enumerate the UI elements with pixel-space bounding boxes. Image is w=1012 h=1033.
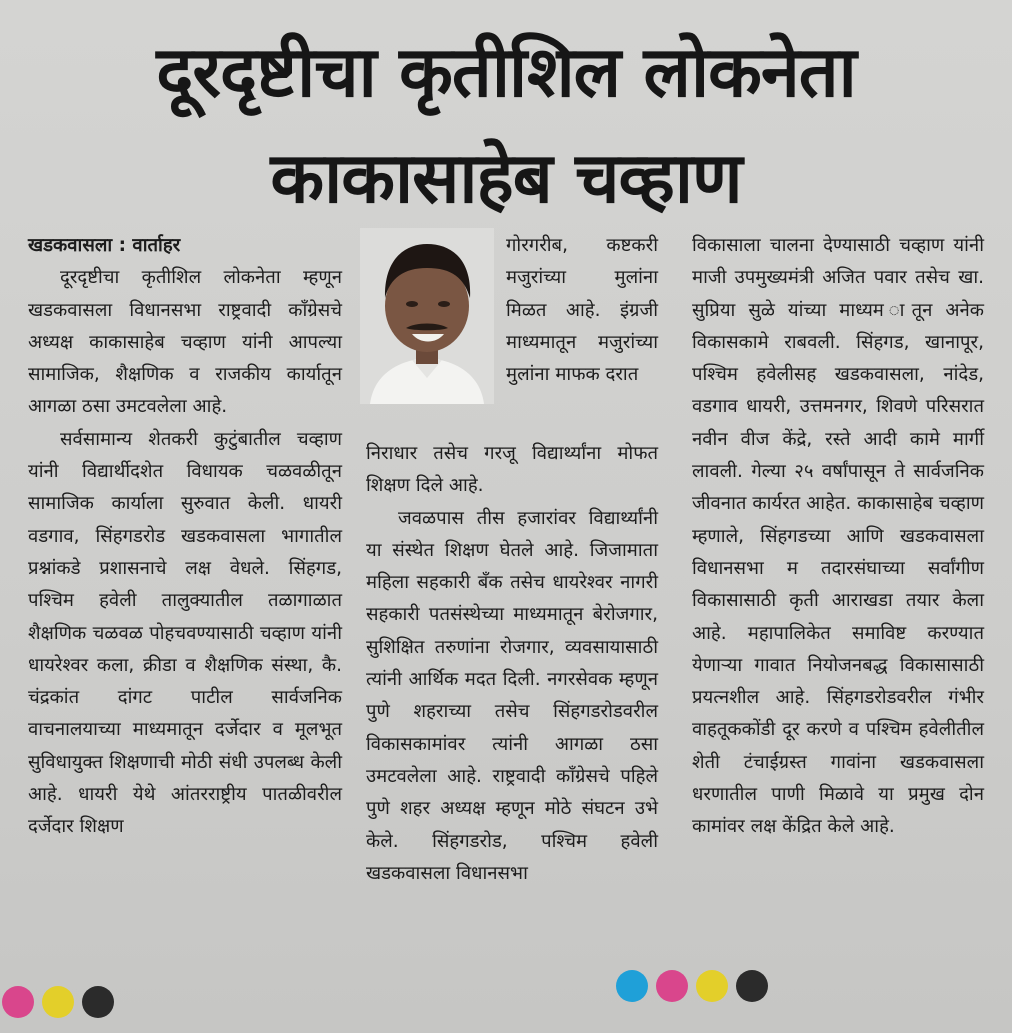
registration-dot	[82, 986, 114, 1018]
registration-dot	[696, 970, 728, 1002]
article-column-2	[366, 438, 658, 890]
paragraph: सर्वसामान्य शेतकरी कुटुंबातील चव्हाण यांनी विद्यार्थीदशेत विधायक चळवळीतून सामाजिक कार्याला सुरुवात केली. धायरी वडगाव, सिंहगडरोड खडकवासला भागातील प्रश्नांकडे प्रशासनाचे लक्ष वेधले. सिंहगड, पश्चिम हवेली तालुक्यातील तळागाळात शैक्षणिक चळवळ पोहचवण्यासाठी चव्हाण यांनी धायरेश्वर कला, क्रीडा व शैक्षणिक संस्था, कै. चंद्रकांत दांगट पाटील सार्वजनिक वाचनालयाच्या माध्यमातून दर्जेदार व मूलभूत सुविधायुक्त शिक्षणाची मोठी संधी उपलब्ध केली आहे. धायरी येथे आंतरराष्ट्रीय पातळीवरील दर्जेदार शिक्षण	[28, 428, 342, 838]
registration-dot	[656, 970, 688, 1002]
person-portrait-icon	[360, 228, 494, 404]
paragraph: निराधार तसेच गरजू विद्यार्थ्यांना मोफत शिक्षण दिले आहे.	[366, 443, 658, 497]
article-column-1	[28, 230, 342, 844]
portrait-drawing	[360, 228, 494, 404]
registration-marks-left	[2, 986, 114, 1018]
paragraph: गोरगरीब, कष्टकरी मजुरांच्या मुलांना मिळत आहे. इंग्रजी माध्यमातून मजुरांच्या मुलांना माफक दरात	[506, 235, 658, 386]
registration-marks-right	[616, 970, 768, 1002]
registration-dot	[42, 986, 74, 1018]
headline-line-2: काकासाहेब चव्हाण	[270, 137, 742, 219]
article-column-3	[692, 230, 984, 844]
byline: खडकवासला : वार्ताहर	[28, 235, 181, 256]
registration-dot	[736, 970, 768, 1002]
paragraph: दूरदृष्टीचा कृतीशिल लोकनेता म्हणून खडकवासला विधानसभा राष्ट्रवादी काँग्रेसचे अध्यक्ष काकासाहेब चव्हाण यांनी आपल्या सामाजिक, शैक्षणिक व राजकीय कार्यातून आगळा ठसा उमटवलेला आहे.	[28, 267, 342, 418]
article-column-2-top	[506, 230, 658, 391]
paragraph: विकासाला चालना देण्यासाठी चव्हाण यांनी माजी उपमुख्यमंत्री अजित पवार तसेच खा. सुप्रिया सुळे यांच्या माध्यम ातून अनेक विकासकामे राबवली. सिंहगड, खानापूर, पश्चिम हवेलीसह खडकवासला, नांदेड, वडगाव धायरी, उत्तमनगर, शिवणे परिसरात नवीन वीज केंद्रे, रस्ते आदी कामे मार्गी लावली. गेल्या २५ वर्षांपासून ते सार्वजनिक जीवनात कार्यरत आहेत. काकासाहेब चव्हाण म्हणाले, सिंहगडच्या आणि खडकवासला विधानसभा म तदारसंघाच्या सर्वांगीण विकासासाठी कृती आराखडा तयार केला आहे. महापालिकेत समाविष्ट करण्यात येणाऱ्या गावात नियोजनबद्ध विकासासाठी प्रयत्नशील आहे. सिंहगडरोडवरील गंभीर वाहतूककोंडी दूर करणे व पश्चिम हवेलीतील शेती टंचाईग्रस्त गावांना खडकवासला धरणातील पाणी मिळावे या प्रमुख दोन कामांवर लक्ष केंद्रित केले आहे.	[692, 235, 984, 838]
paragraph: जवळपास तीस हजारांवर विद्यार्थ्यांनी या संस्थेत शिक्षण घेतले आहे. जिजामाता महिला सहकारी बँक तसेच धायरेश्वर नागरी सहकारी पतसंस्थेच्या माध्यमातून बेरोजगार, सुशिक्षित तरुणांना रोजगार, व्यवसायासाठी त्यांनी आर्थिक मदत दिली. नगरसेवक म्हणून पुणे शहराच्या तसेच सिंहगडरोडवरील विकासकामांवर त्यांनी आगळा ठसा उमटवलेला आहे. राष्ट्रवादी काँग्रेसचे पहिले पुणे शहर अध्यक्ष म्हणून मोठे संघटन उभे केले. सिंहगडरोड, पश्चिम हवेली खडकवासला विधानसभा	[366, 507, 658, 884]
headline-line-1: दूरदृष्टीचा कृतीशिल लोकनेता	[156, 31, 856, 113]
registration-dot	[2, 986, 34, 1018]
registration-dot	[616, 970, 648, 1002]
